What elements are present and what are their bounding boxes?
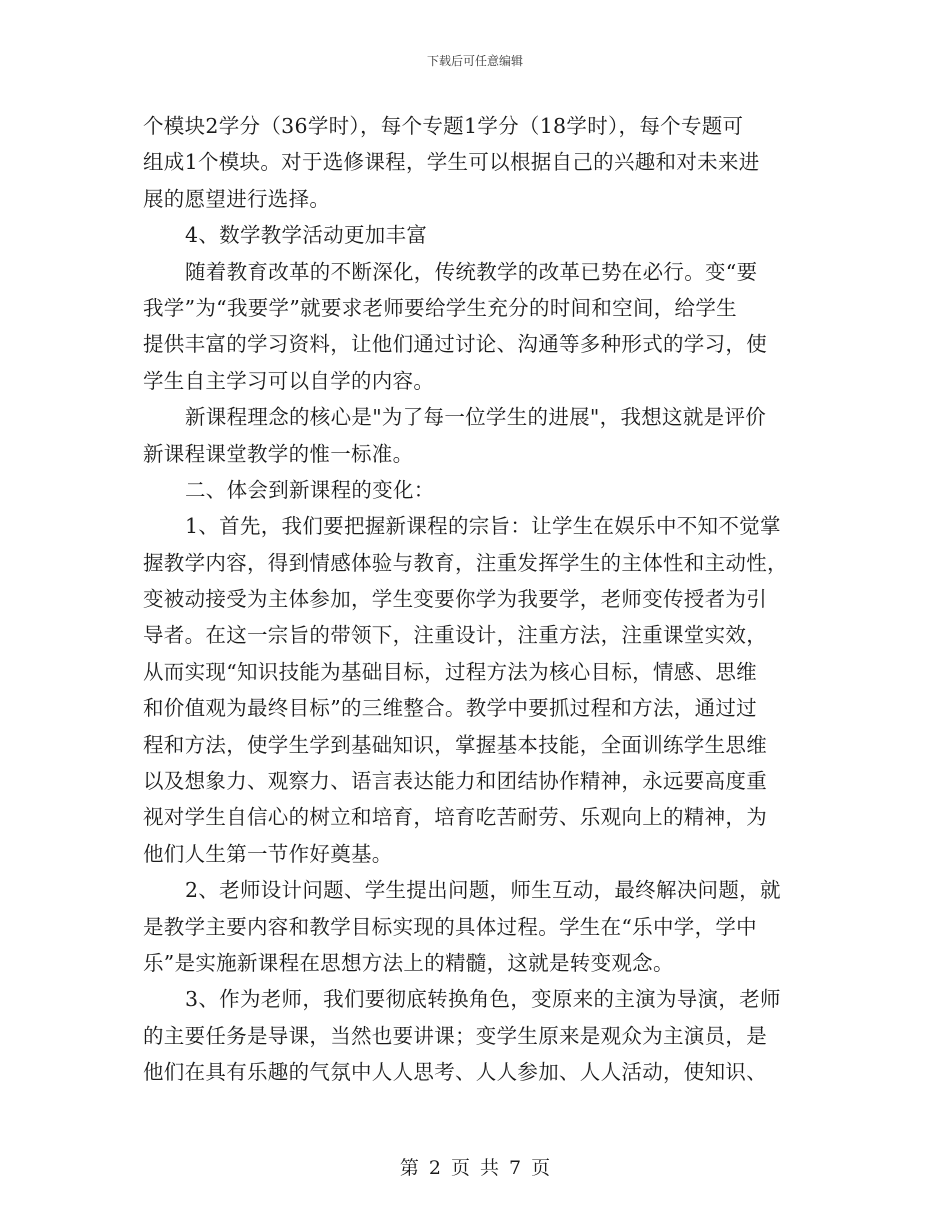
text-line: 导者。在这一宗旨的带领下，注重设计，注重方法，注重课堂实效，: [143, 623, 767, 648]
text-line: 组成1个模块。对于选修课程，学生可以根据自己的兴趣和对未来进: [143, 150, 760, 175]
text-line: 提供丰富的学习资料，让他们通过讨论、沟通等多种形式的学习，使: [143, 332, 767, 357]
document-body: [143, 108, 808, 1091]
text-line: 1、首先，我们要把握新课程的宗旨：让学生在娱乐中不知不觉掌: [185, 514, 781, 539]
text-line: 变被动接受为主体参加，学生变要你学为我要学，老师变传授者为引: [143, 587, 767, 612]
text-line: 视对学生自信心的树立和培育，培育吃苦耐劳、乐观向上的精神，为: [143, 805, 767, 830]
text-line: 他们人生第一节作好奠基。: [143, 841, 393, 866]
text-line: 3、作为老师，我们要彻底转换角色，变原来的主演为导演，老师: [185, 987, 781, 1012]
text-line: 二、体会到新课程的变化：: [185, 477, 435, 502]
text-line: 学生自主学习可以自学的内容。: [143, 368, 435, 393]
text-line: 以及想象力、观察力、语言表达能力和团结协作精神，永远要高度重: [143, 769, 767, 794]
text-line: 握教学内容，得到情感体验与教育，注重发挥学生的主体性和主动性，: [143, 550, 788, 575]
text-line: 是教学主要内容和教学目标实现的具体过程。学生在“乐中学，学中: [143, 914, 757, 939]
text-line: 展的愿望进行选择。: [143, 186, 331, 211]
page-number: 第 2 页 共 7 页: [399, 1157, 551, 1179]
text-line: 个模块2学分（36学时），每个专题1学分（18学时），每个专题可: [143, 114, 744, 138]
text-line: 4、数学教学活动更加丰富: [185, 223, 428, 248]
text-line: 我学”为“我要学”就要求老师要给学生充分的时间和空间，给学生: [143, 295, 737, 320]
text-line: 乐”是实施新课程在思想方法上的精髓，这就是转变观念。: [143, 950, 674, 975]
text-line: 新课程理念的核心是"为了每一位学生的进展"，我想这就是评价: [185, 405, 767, 430]
text-line: 新课程课堂教学的惟一标准。: [143, 441, 414, 466]
text-line: 程和方法，使学生学到基础知识，掌握基本技能，全面训练学生思维: [143, 732, 767, 757]
text-line: 和价值观为最终目标”的三维整合。教学中要抓过程和方法，通过过: [143, 696, 757, 721]
page-header-note: 下载后可任意编辑: [426, 54, 523, 68]
text-line: 他们在具有乐趣的气氛中人人思考、人人参加、人人活动，使知识、: [143, 1060, 767, 1085]
text-line: 的主要任务是导课，当然也要讲课；变学生原来是观众为主演员，是: [143, 1023, 767, 1048]
text-line: 随着教育改革的不断深化，传统教学的改革已势在必行。变“要: [185, 259, 758, 284]
text-line: 2、老师设计问题、学生提出问题，师生互动，最终解决问题，就: [185, 878, 781, 903]
text-line: 从而实现“知识技能为基础目标，过程方法为核心目标，情感、思维: [143, 659, 757, 684]
